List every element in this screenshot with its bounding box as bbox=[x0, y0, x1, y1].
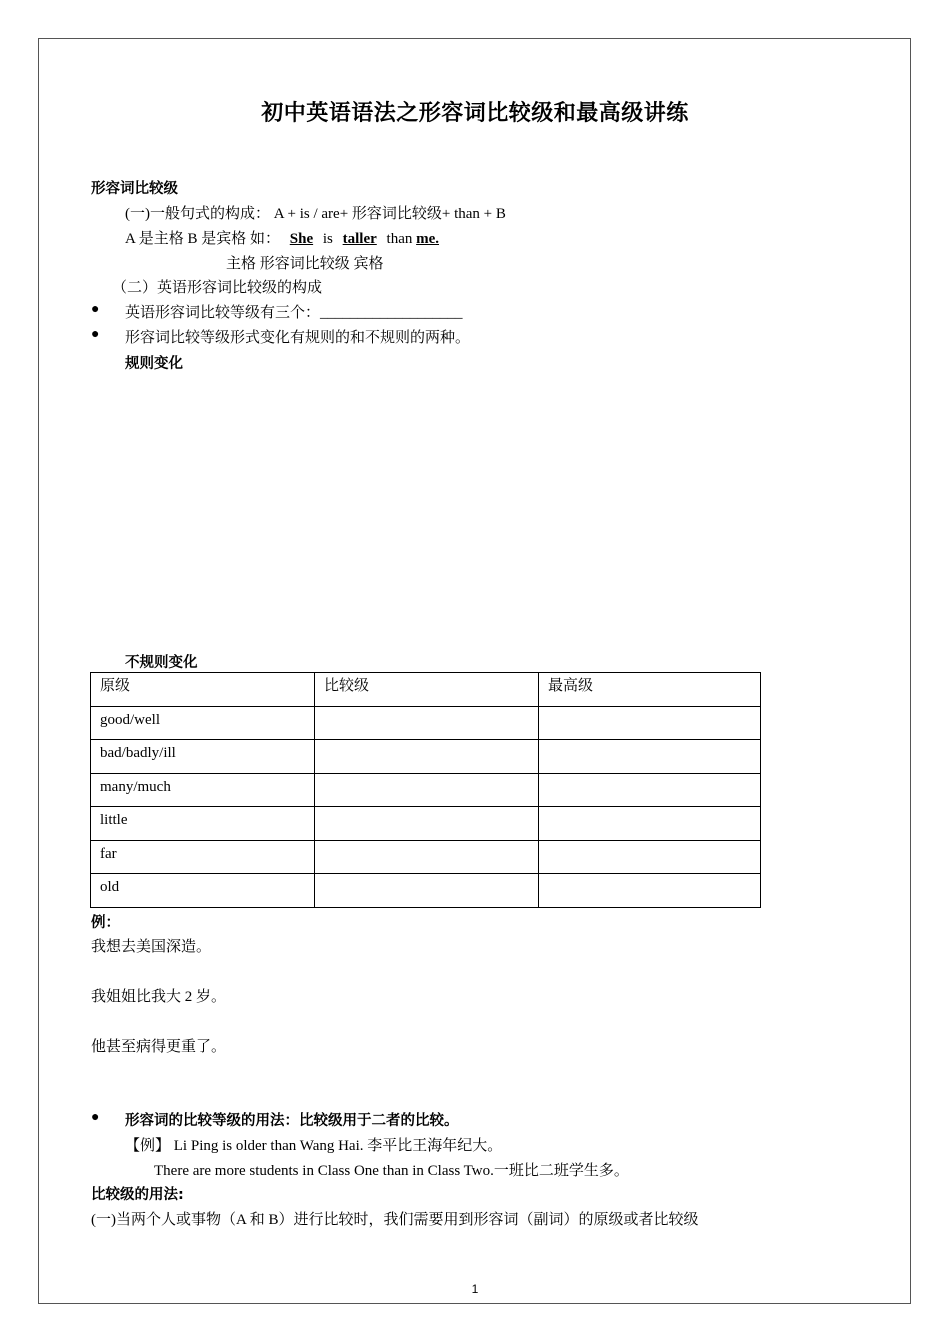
column-header-superlative: 最高级 bbox=[539, 673, 761, 707]
table-cell bbox=[539, 706, 761, 740]
column-header-base: 原级 bbox=[91, 673, 315, 707]
example-sentence-line bbox=[125, 227, 439, 248]
page-number: 1 bbox=[471, 1282, 479, 1296]
regular-change-heading: 规则变化 bbox=[125, 356, 183, 372]
table-cell: far bbox=[91, 840, 315, 874]
table-cell: many/much bbox=[91, 773, 315, 807]
bullet-icon: ● bbox=[91, 1110, 100, 1125]
grammar-role-labels: 主格 形容词比较级 宾格 bbox=[226, 256, 384, 272]
irregular-change-heading: 不规则变化 bbox=[125, 655, 198, 671]
table-header-row bbox=[91, 673, 761, 707]
sentence-structure-line: (一)一般句式的构成： A + is / are+ 形容词比较级+ than + B bbox=[125, 206, 506, 222]
irregular-forms-table bbox=[90, 672, 761, 908]
bullet-three-degrees: 英语形容词比较等级有三个：___________________ bbox=[125, 305, 463, 321]
usage-example-line-1 bbox=[125, 1134, 502, 1155]
usage-bullet-heading: 形容词的比较等级的用法：比较级用于二者的比较。 bbox=[125, 1113, 459, 1129]
usage-example-1-text: Li Ping is older than Wang Hai. 李平比王海年纪大。 bbox=[170, 1138, 503, 1154]
table-cell bbox=[539, 874, 761, 908]
table-cell: old bbox=[91, 874, 315, 908]
table-cell bbox=[539, 773, 761, 807]
table-row bbox=[91, 840, 761, 874]
usage-example-line-2: There are more students in Class One than in Class Two.一班比二班学生多。 bbox=[154, 1163, 629, 1179]
table-cell bbox=[315, 840, 539, 874]
example-word-me: me. bbox=[416, 231, 440, 247]
table-row bbox=[91, 740, 761, 774]
subsection-formation: （二）英语形容词比较级的构成 bbox=[112, 280, 323, 296]
example-sentence-1: 我想去美国深造。 bbox=[91, 939, 212, 955]
table-row bbox=[91, 807, 761, 841]
example-label: 【例】 bbox=[125, 1138, 171, 1154]
table-cell: bad/badly/ill bbox=[91, 740, 315, 774]
table-cell bbox=[539, 807, 761, 841]
bullet-icon: ● bbox=[91, 327, 100, 342]
example-word-she: She bbox=[289, 231, 314, 247]
example-word-is: is bbox=[322, 231, 333, 247]
table-cell: good/well bbox=[91, 706, 315, 740]
example-prefix: A 是主格 B 是宾格 如： bbox=[125, 231, 281, 247]
table-cell bbox=[539, 740, 761, 774]
table-cell bbox=[315, 773, 539, 807]
table-cell bbox=[315, 807, 539, 841]
table-cell bbox=[315, 706, 539, 740]
example-word-taller: taller bbox=[342, 231, 377, 247]
example-sentence-2: 我姐姐比我大 2 岁。 bbox=[91, 989, 227, 1005]
example-word-than: than bbox=[386, 231, 413, 247]
table-row bbox=[91, 706, 761, 740]
bullet-regular-irregular: 形容词比较等级形式变化有规则的和不规则的两种。 bbox=[125, 330, 471, 346]
table-cell bbox=[315, 874, 539, 908]
comparative-usage-line: (一)当两个人或事物（A 和 B）进行比较时，我们需要用到形容词（副词）的原级或者比较级 bbox=[91, 1212, 699, 1228]
table-cell bbox=[539, 840, 761, 874]
comparative-usage-heading: 比较级的用法: bbox=[91, 1187, 184, 1203]
examples-label: 例： bbox=[91, 915, 120, 931]
table-cell bbox=[315, 740, 539, 774]
bullet-icon: ● bbox=[91, 302, 100, 317]
table-cell: little bbox=[91, 807, 315, 841]
column-header-comparative: 比较级 bbox=[315, 673, 539, 707]
document-title: 初中英语语法之形容词比较级和最高级讲练 bbox=[261, 101, 689, 126]
section-heading-comparative: 形容词比较级 bbox=[91, 181, 178, 197]
example-sentence-3: 他甚至病得更重了。 bbox=[91, 1039, 227, 1055]
table-row bbox=[91, 874, 761, 908]
table-row bbox=[91, 773, 761, 807]
